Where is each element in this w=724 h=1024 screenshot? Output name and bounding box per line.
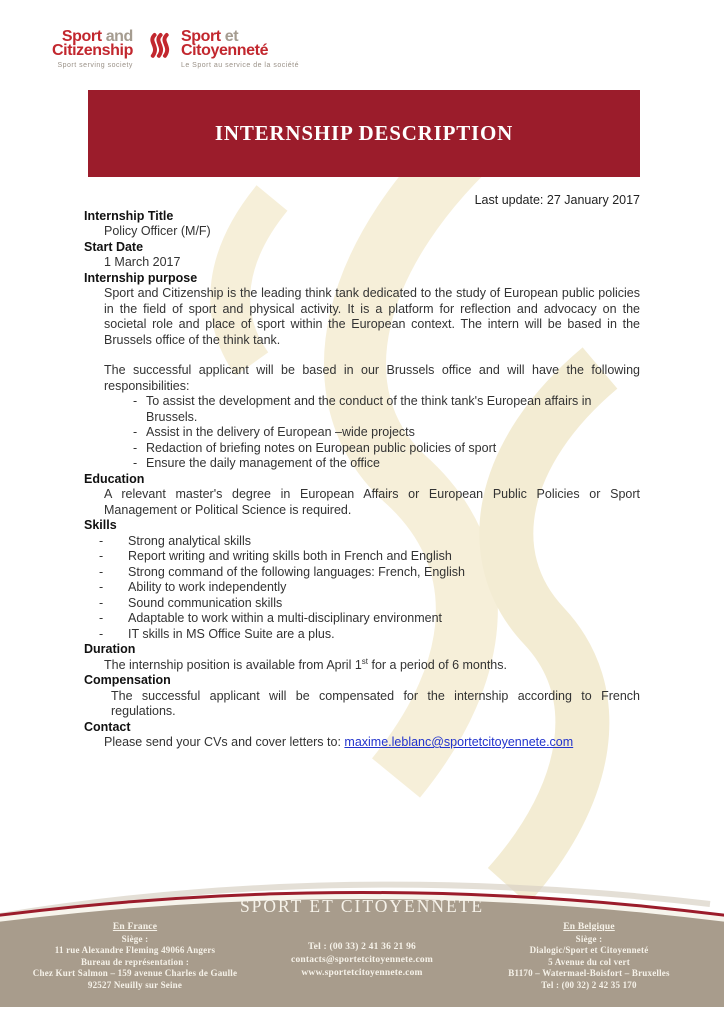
skill-item: - Strong analytical skills <box>128 534 640 550</box>
responsibilities-list <box>84 394 640 472</box>
logo-word: Sport <box>180 28 221 45</box>
responsibility-item: - Redaction of briefing notes on European public policies of sport <box>146 441 640 457</box>
logo-word: and <box>105 28 133 45</box>
footer-title: SPORT ET CITOYENNETE <box>239 896 485 916</box>
section-heading-purpose: Internship purpose <box>84 270 198 285</box>
footer-line: www.sportetcitoyennete.com <box>301 968 423 978</box>
skill-item: - Report writing and writing skills both in French and English <box>128 549 640 565</box>
footer-line: B1170 – Watermael-Boisfort – Bruxelles <box>508 968 670 978</box>
footer-content <box>0 896 724 991</box>
logo-sport-and-citizenship <box>52 30 133 73</box>
skill-item: - Sound communication skills <box>128 596 640 612</box>
page-title: INTERNSHIP DESCRIPTION <box>214 121 514 145</box>
footer-column-contact <box>270 922 454 991</box>
footer-line: Dialogic/Sport et Citoyenneté <box>529 945 649 955</box>
responsibility-item: - Ensure the daily management of the office <box>146 456 640 472</box>
last-update: Last update: 27 January 2017 <box>474 193 640 207</box>
title-banner <box>88 90 640 177</box>
superscript-st: st <box>361 656 369 666</box>
compensation-paragraph: The successful applicant will be compensated for the internship according to French regulations. <box>111 688 640 718</box>
contact-paragraph: Please send your CVs and cover letters to: maxime.leblanc@sportetcitoyennete.com <box>104 735 574 749</box>
section-heading-compensation: Compensation <box>84 673 171 687</box>
section-heading-education: Education <box>84 471 145 486</box>
education-paragraph: A relevant master's degree in European Affairs or European Public Policies or Sport Management or Political Science is required. <box>104 487 640 517</box>
footer-france-heading: En France <box>112 922 158 932</box>
footer-line: 92527 Neuilly sur Seine <box>87 979 183 990</box>
footer-line: 11 rue Alexandre Fleming 49066 Angers <box>54 945 216 955</box>
purpose-paragraph-1: Sport and Citizenship is the leading think tank dedicated to the study of European public policies in the field of sport and physical activity. It is a platform for reflection and advocacy on the societal role and place of sport within the European context. The intern will be based in the Brussels office of the think tank. <box>104 286 640 347</box>
footer-column-belgium <box>454 922 724 991</box>
skill-item: - Ability to work independently <box>128 580 640 596</box>
footer-line: contacts@sportetcitoyennete.com <box>291 955 433 965</box>
footer-line: Tel : (00 32) 2 42 35 170 <box>541 979 637 990</box>
footer-line: 5 Avenue du col vert <box>548 956 630 967</box>
logo-sport-et-citoyennete <box>181 30 299 73</box>
logo-tagline: Le Sport au service de la société <box>180 62 299 69</box>
skills-list <box>84 534 640 643</box>
footer-line: Bureau de représentation : <box>80 956 190 967</box>
document-body <box>84 186 640 751</box>
internship-title-value: Policy Officer (M/F) <box>104 224 211 238</box>
skill-item: - IT skills in MS Office Suite are a plus. <box>128 627 640 643</box>
skill-item: - Adaptable to work within a multi-disciplinary environment <box>128 611 640 627</box>
footer-belgium-heading: En Belgique <box>563 922 615 932</box>
section-heading-internship-title: Internship Title <box>84 208 174 223</box>
skill-item: - Strong command of the following languages: French, English <box>128 565 640 581</box>
purpose-paragraph-2: The successful applicant will be based in our Brussels office and will have the following responsibilities: <box>104 363 640 393</box>
start-date-value: 1 March 2017 <box>104 255 181 269</box>
logo-word: Sport <box>61 28 102 45</box>
logo-tagline: Sport serving society <box>57 62 133 69</box>
section-heading-contact: Contact <box>84 719 131 734</box>
logo-word: et <box>224 28 239 45</box>
duration-paragraph: The internship position is available from April 1st for a period of 6 months. <box>104 656 507 672</box>
section-heading-skills: Skills <box>84 518 117 532</box>
header-logos <box>52 30 299 73</box>
footer-line: Siège : <box>121 933 149 944</box>
page-footer <box>0 860 724 1007</box>
section-heading-start-date: Start Date <box>84 239 144 254</box>
contact-email-link[interactable]: maxime.leblanc@sportetcitoyennete.com <box>344 735 574 749</box>
sss-flame-icon <box>145 32 171 69</box>
responsibility-item: - To assist the development and the conduct of the think tank's European affairs in Brussels. <box>146 394 640 425</box>
responsibility-item: - Assist in the delivery of European –wide projects <box>146 425 640 441</box>
footer-line: Chez Kurt Salmon – 159 avenue Charles de Gaulle <box>32 968 238 978</box>
logo-word: Citoyenneté <box>180 41 269 59</box>
logo-word: Citizenship <box>52 41 133 59</box>
footer-line: Tel : (00 33) 2 41 36 21 96 <box>308 942 416 952</box>
section-heading-duration: Duration <box>84 642 136 656</box>
footer-line: Siège : <box>575 933 603 944</box>
footer-column-france <box>0 922 270 991</box>
